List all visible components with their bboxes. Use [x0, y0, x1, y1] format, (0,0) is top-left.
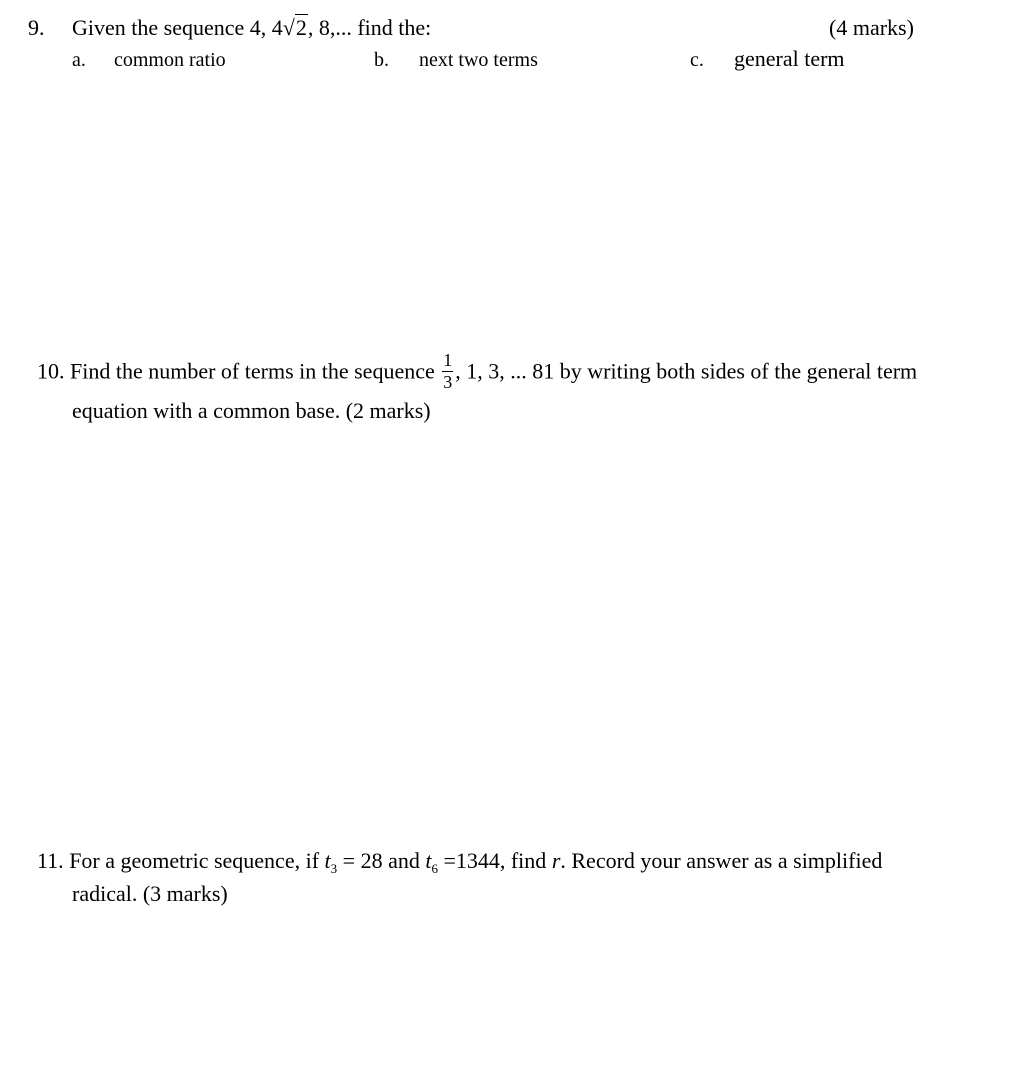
- q11-number: 11.: [37, 848, 64, 873]
- q11-line2: radical. (3 marks): [72, 881, 228, 906]
- q9-part-a-letter: a.: [72, 49, 86, 71]
- q11-sub3: 3: [330, 861, 338, 876]
- q9-part-c-text: general term: [734, 46, 845, 71]
- q11-t1: For a geometric sequence, if: [69, 848, 320, 873]
- q9-marks: (4 marks): [829, 15, 914, 40]
- q10-frac-num: 1: [443, 350, 453, 370]
- q11-var-r: r: [551, 848, 561, 873]
- q10-number: 10.: [37, 358, 65, 384]
- q11-line1: [37, 848, 882, 877]
- q11-var-t6: t: [425, 848, 432, 873]
- q9-part-b-text: next two terms: [419, 49, 538, 71]
- q10-line1: [37, 350, 918, 394]
- q11-eq2: =1344, find: [443, 848, 547, 873]
- q10-frac-den: 3: [443, 372, 453, 392]
- q10-line2: equation with a common base. (2 marks): [72, 398, 431, 423]
- q11-sub6: 6: [431, 861, 438, 876]
- q9-radicand: 2: [295, 15, 307, 40]
- q9-part-a-text: common ratio: [114, 49, 226, 71]
- q11-var-t3: t: [324, 848, 331, 873]
- q9-intro: Given the sequence 4, 4: [72, 15, 283, 40]
- q10-fraction: [442, 351, 453, 392]
- q9-sqrt: √2: [282, 15, 307, 40]
- q9-prompt: [72, 15, 431, 41]
- q10-text-after: , 1, 3, ... 81 by writing both sides of the general term: [455, 358, 918, 384]
- q10-text-before: Find the number of terms in the sequence: [70, 358, 435, 384]
- q9-number: 9.: [28, 15, 45, 40]
- q11-t2: . Record your answer as a simplified: [560, 848, 883, 873]
- q9-rest: , 8,... find the:: [307, 15, 432, 40]
- q11-eq1: = 28 and: [342, 848, 420, 873]
- q9-part-b-letter: b.: [374, 49, 389, 71]
- q9-part-c-letter: c.: [690, 49, 704, 71]
